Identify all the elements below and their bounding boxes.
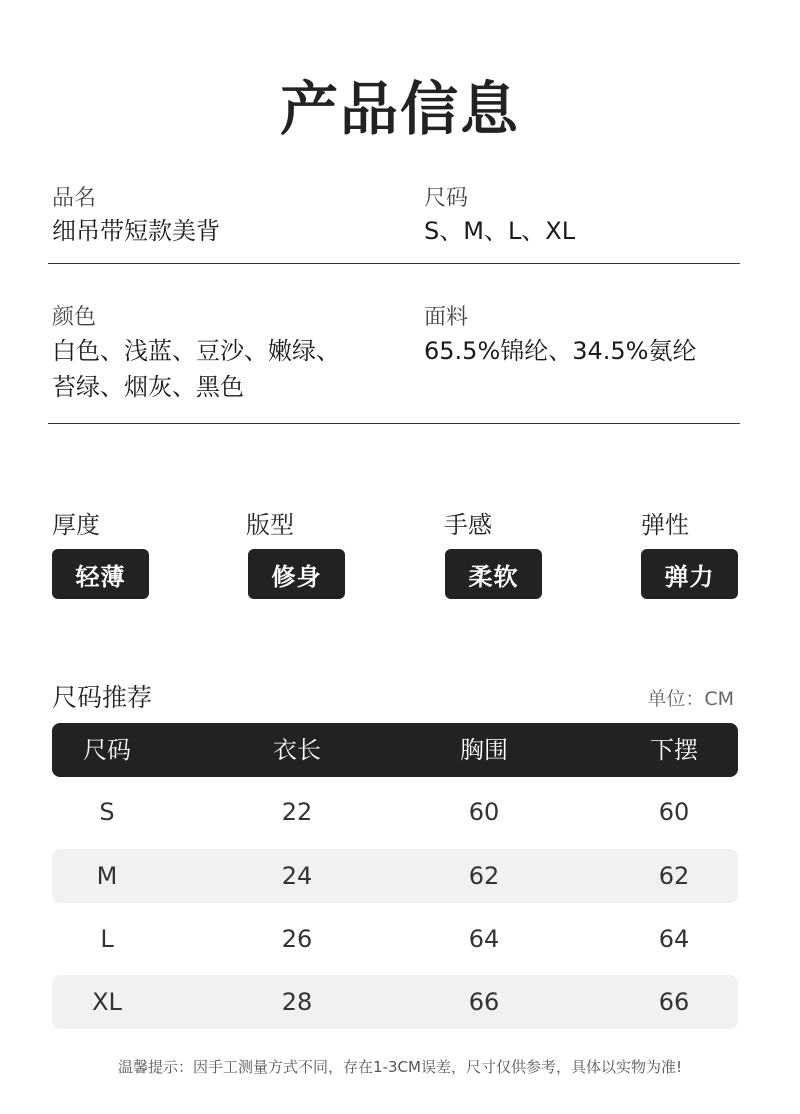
attribute-badge-fit: 修身 <box>248 549 345 599</box>
header-length: 衣长 <box>273 736 321 764</box>
table-row <box>52 975 738 1029</box>
color-value-line1: 白色、浅蓝、豆沙、嫩绿、 <box>52 337 340 365</box>
attribute-badge-elasticity: 弹力 <box>641 549 738 599</box>
cell-hem: 60 <box>658 798 690 826</box>
attribute-badge-thickness: 轻薄 <box>52 549 149 599</box>
attribute-label-feel: 手感 <box>444 511 492 539</box>
cell-hem: 64 <box>658 925 690 953</box>
attribute-badge-feel: 柔软 <box>445 549 542 599</box>
fabric-label: 面料 <box>424 305 469 330</box>
table-row <box>52 849 738 903</box>
attribute-label-fit: 版型 <box>246 511 294 539</box>
cell-length: 26 <box>281 925 313 953</box>
cell-size: XL <box>92 988 122 1016</box>
name-value: 细吊带短款美背 <box>52 217 220 245</box>
cell-chest: 64 <box>468 925 500 953</box>
color-value-line2: 苔绿、烟灰、黑色 <box>52 373 244 401</box>
attribute-label-thickness: 厚度 <box>52 511 100 539</box>
divider <box>48 263 740 264</box>
measurement-note: 温馨提示：因手工测量方式不同，存在1-3CM误差，尺寸仅供参考，具体以实物为准! <box>118 1058 682 1076</box>
size-chart-unit: 单位：CM <box>647 688 734 710</box>
header-size: 尺码 <box>83 736 131 764</box>
header-hem: 下摆 <box>650 736 698 764</box>
cell-length: 28 <box>281 988 313 1016</box>
cell-chest: 62 <box>468 862 500 890</box>
cell-length: 22 <box>281 798 313 826</box>
cell-length: 24 <box>281 862 313 890</box>
header-chest: 胸围 <box>460 736 508 764</box>
cell-size: M <box>96 862 118 890</box>
cell-chest: 60 <box>468 798 500 826</box>
attribute-label-elasticity: 弹性 <box>641 511 689 539</box>
size-value: S、M、L、XL <box>424 217 576 245</box>
page-title: 产品信息 <box>279 75 520 143</box>
table-row <box>52 785 738 839</box>
cell-hem: 62 <box>658 862 690 890</box>
cell-hem: 66 <box>658 988 690 1016</box>
divider <box>48 423 740 424</box>
table-row <box>52 912 738 966</box>
size-chart-title: 尺码推荐 <box>52 683 153 712</box>
fabric-value: 65.5%锦纶、34.5%氨纶 <box>424 337 697 365</box>
size-table-header <box>52 723 738 777</box>
cell-size: L <box>100 925 114 953</box>
name-label: 品名 <box>52 186 97 211</box>
color-label: 颜色 <box>52 305 97 330</box>
cell-chest: 66 <box>468 988 500 1016</box>
size-label: 尺码 <box>424 186 469 211</box>
cell-size: S <box>99 798 115 826</box>
